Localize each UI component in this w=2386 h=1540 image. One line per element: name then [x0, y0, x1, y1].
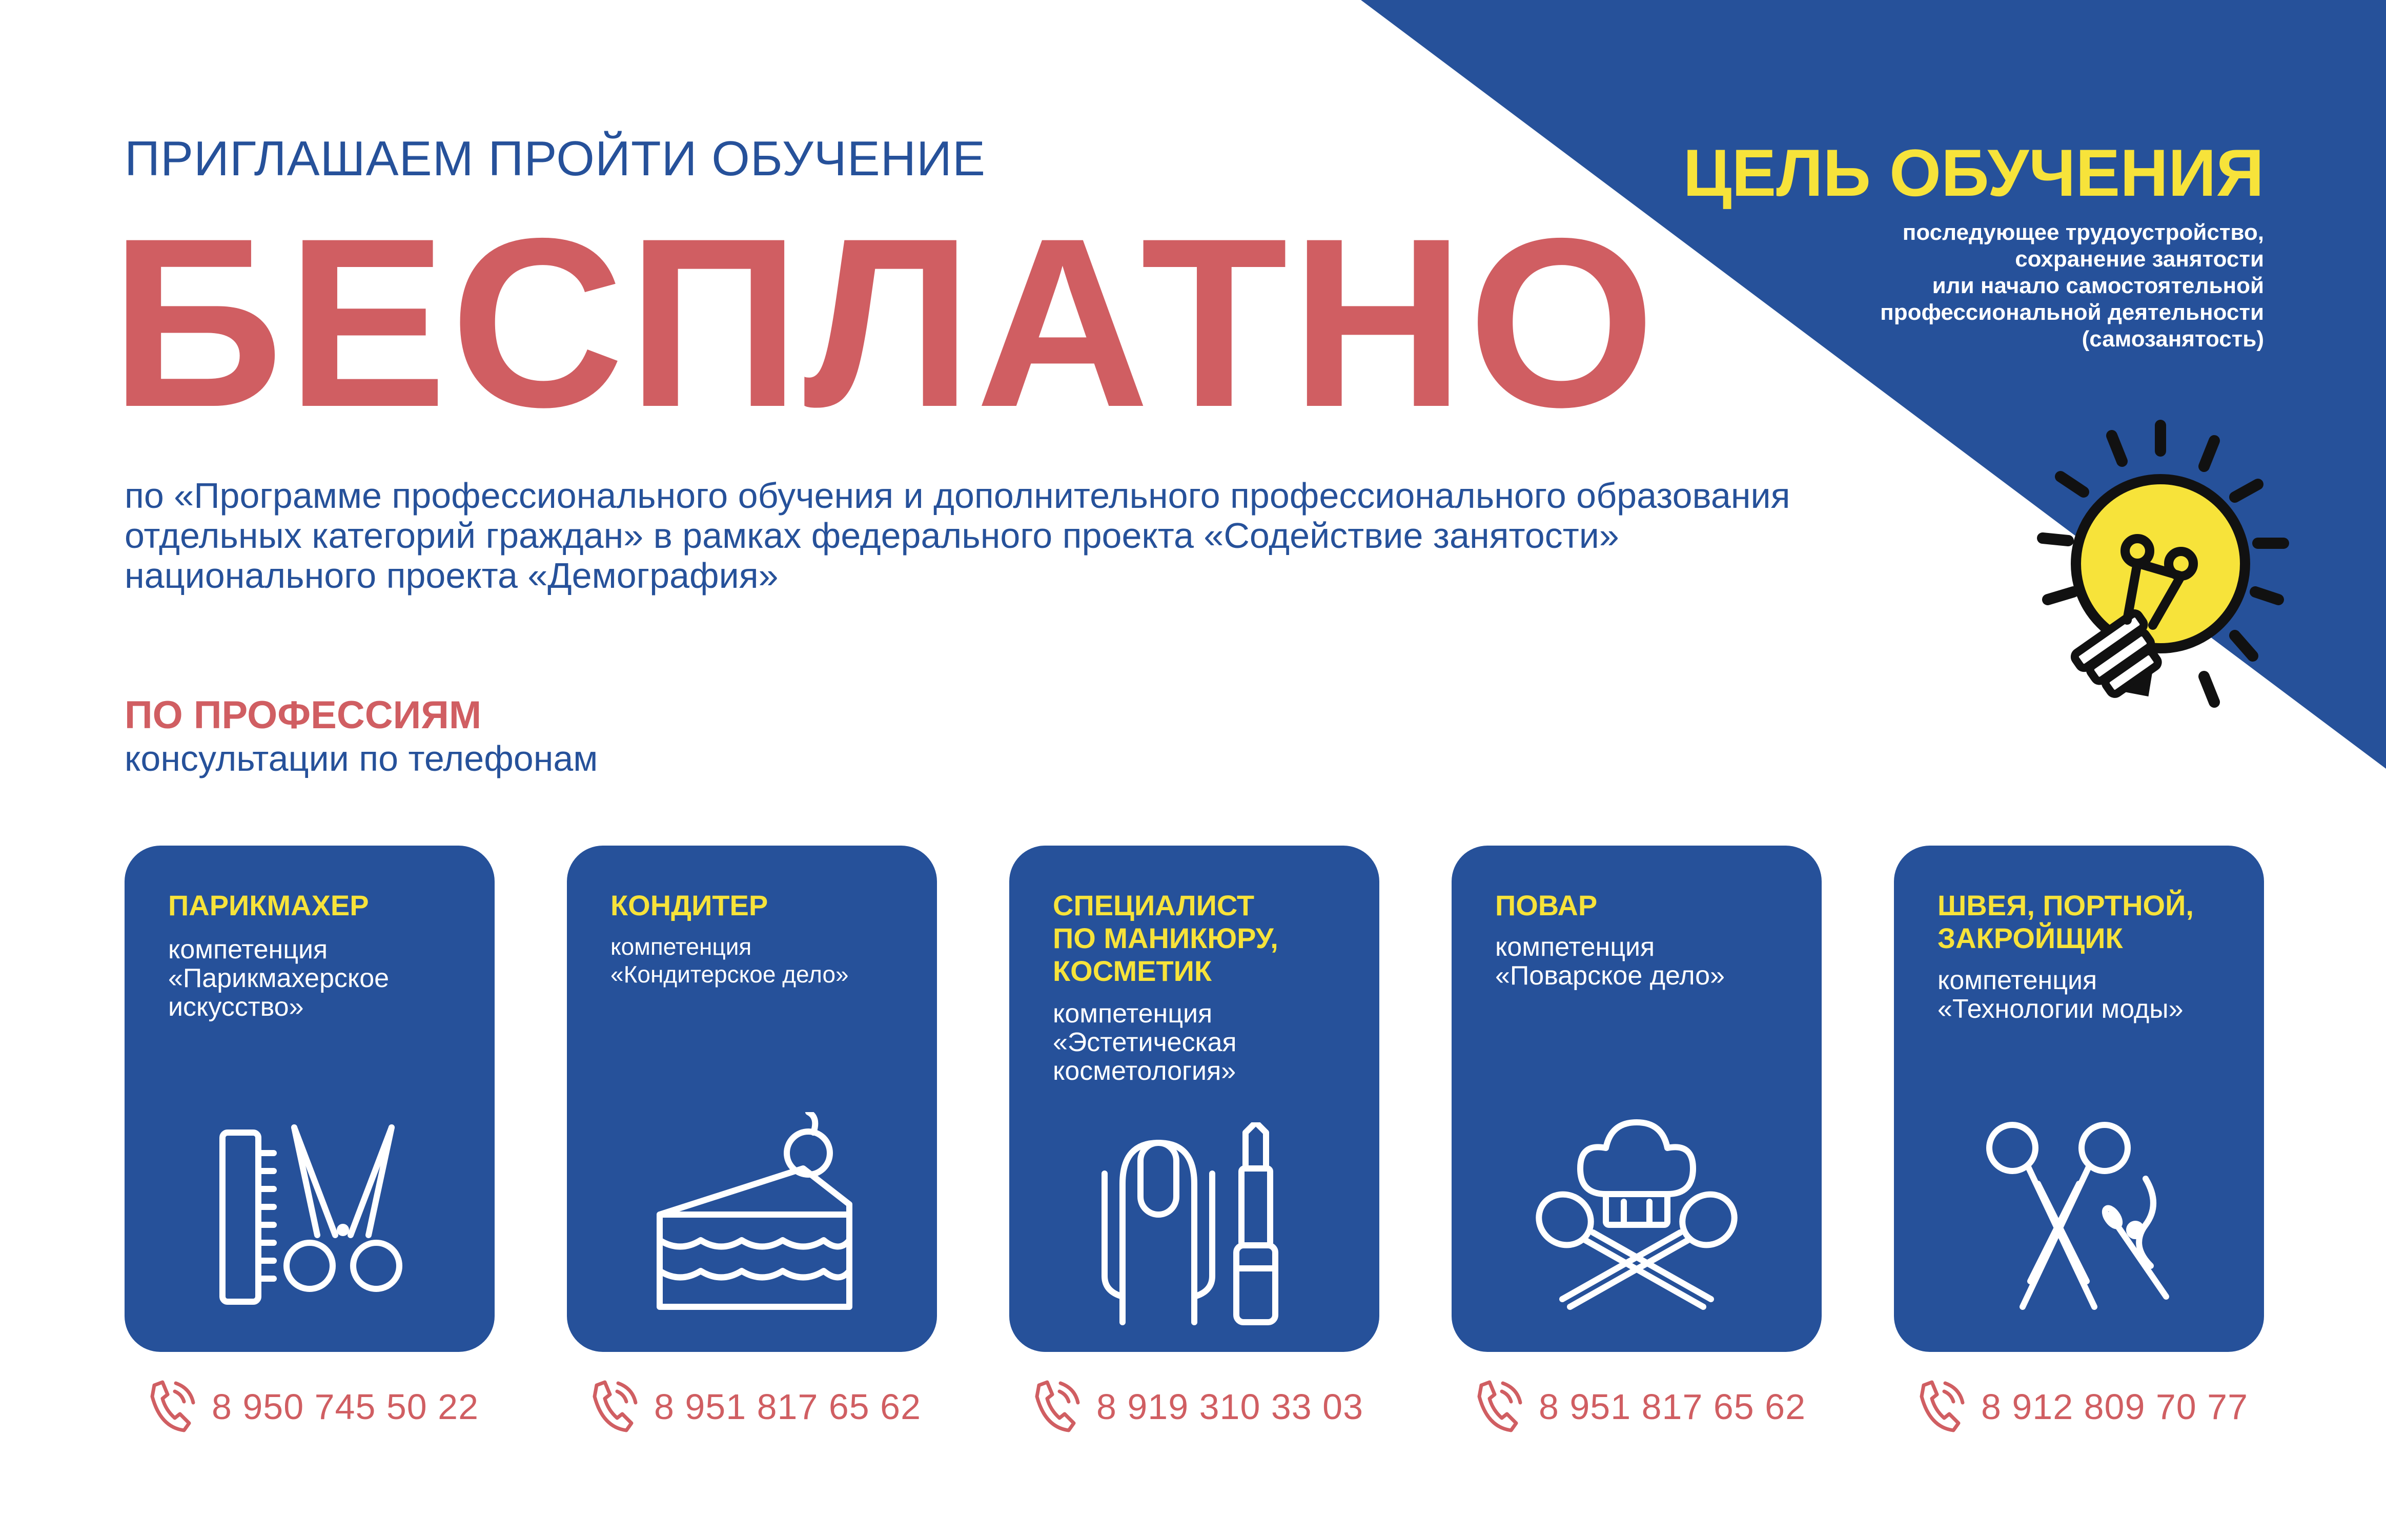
- phone-contact[interactable]: [587, 1376, 921, 1438]
- competence-line: компетенция: [610, 933, 752, 960]
- card-title-line: СПЕЦИАЛИСТ: [1053, 889, 1255, 921]
- competence-line: «Поварское дело»: [1495, 961, 1725, 991]
- phone-contact[interactable]: [1030, 1376, 1363, 1438]
- comb-scissors-icon: [207, 1112, 412, 1317]
- card-competence: [610, 933, 849, 988]
- free-heading: БЕСПЛАТНО: [110, 188, 1659, 457]
- profession-card-confectioner: [567, 846, 937, 1352]
- phone-icon: [1030, 1376, 1081, 1438]
- scissors-needle-icon: [1976, 1112, 2181, 1317]
- card-title-line: ПОВАР: [1495, 889, 1598, 921]
- competence-line: «Технологии моды»: [1938, 994, 2184, 1024]
- phone-number: 8 950 745 50 22: [212, 1387, 479, 1427]
- competence-line: «Эстетическая: [1053, 1028, 1237, 1057]
- phone-contact[interactable]: [1914, 1376, 2248, 1438]
- profession-card-cook: [1452, 846, 1822, 1352]
- consultation-text: консультации по телефонам: [125, 738, 598, 778]
- card-competence: [168, 935, 389, 1021]
- phone-contact[interactable]: [1472, 1376, 1806, 1438]
- invite-heading: ПРИГЛАШАЕМ ПРОЙТИ ОБУЧЕНИЕ: [125, 131, 986, 186]
- card-title: [610, 889, 768, 922]
- program-line: национального проекта «Демография»: [125, 556, 779, 596]
- card-title: [1495, 889, 1597, 922]
- cake-icon: [649, 1112, 854, 1317]
- phone-contact[interactable]: [145, 1376, 479, 1438]
- professions-heading: ПО ПРОФЕССИЯМ: [125, 693, 482, 737]
- card-title-line: КОНДИТЕР: [610, 889, 768, 921]
- card-competence: [1938, 966, 2184, 1023]
- competence-line: компетенция: [1938, 966, 2097, 995]
- competence-line: искусство»: [168, 992, 304, 1022]
- chef-hat-spoons-icon: [1534, 1112, 1739, 1317]
- phone-number: 8 919 310 33 03: [1096, 1387, 1364, 1427]
- card-title: [1053, 889, 1278, 988]
- program-description: [125, 476, 1970, 596]
- goal-line: последующее трудоустройство,: [1902, 220, 2264, 245]
- goal-line: или начало самостоятельной: [1932, 273, 2264, 298]
- competence-line: косметология»: [1053, 1056, 1236, 1086]
- goal-line: (самозанятость): [2082, 326, 2264, 352]
- phone-icon: [1914, 1376, 1966, 1438]
- phone-icon: [587, 1376, 639, 1438]
- profession-card-hairdresser: [125, 846, 495, 1352]
- phone-icon: [145, 1376, 196, 1438]
- goal-line: сохранение занятости: [2015, 247, 2264, 272]
- competence-line: «Парикмахерское: [168, 963, 390, 993]
- card-title: [168, 889, 369, 922]
- card-title-line: КОСМЕТИК: [1053, 955, 1212, 987]
- goal-title: ЦЕЛЬ ОБУЧЕНИЯ: [1683, 135, 2264, 210]
- card-title-line: ЗАКРОЙЩИК: [1938, 922, 2123, 954]
- profession-card-seamstress-tailor: [1894, 846, 2264, 1352]
- phone-number: 8 951 817 65 62: [654, 1387, 922, 1427]
- card-title-line: ШВЕЯ, ПОРТНОЙ,: [1938, 889, 2194, 921]
- competence-line: компетенция: [1495, 932, 1655, 962]
- goal-line: профессиональной деятельности: [1880, 300, 2264, 325]
- phone-icon: [1472, 1376, 1523, 1438]
- program-line: по «Программе профессионального обучения и дополнительного профессионального образования: [125, 476, 1790, 516]
- phone-number: 8 912 809 70 77: [1981, 1387, 2249, 1427]
- card-title-line: ПАРИКМАХЕР: [168, 889, 369, 921]
- competence-line: компетенция: [1053, 999, 1213, 1029]
- goal-description: [1803, 219, 2264, 353]
- light-bulb-icon: [1999, 415, 2327, 733]
- competence-line: «Кондитерское дело»: [610, 961, 849, 988]
- nail-polish-icon: [1092, 1122, 1297, 1327]
- program-line: отдельных категорий граждан» в рамках федерального проекта «Содействие занятости»: [125, 516, 1619, 556]
- card-title: [1938, 889, 2194, 955]
- card-title-line: ПО МАНИКЮРУ,: [1053, 922, 1278, 954]
- phone-number: 8 951 817 65 62: [1539, 1387, 1806, 1427]
- profession-card-manicure-cosmetologist: [1009, 846, 1379, 1352]
- card-competence: [1053, 999, 1237, 1085]
- competence-line: компетенция: [168, 935, 328, 964]
- card-competence: [1495, 933, 1725, 990]
